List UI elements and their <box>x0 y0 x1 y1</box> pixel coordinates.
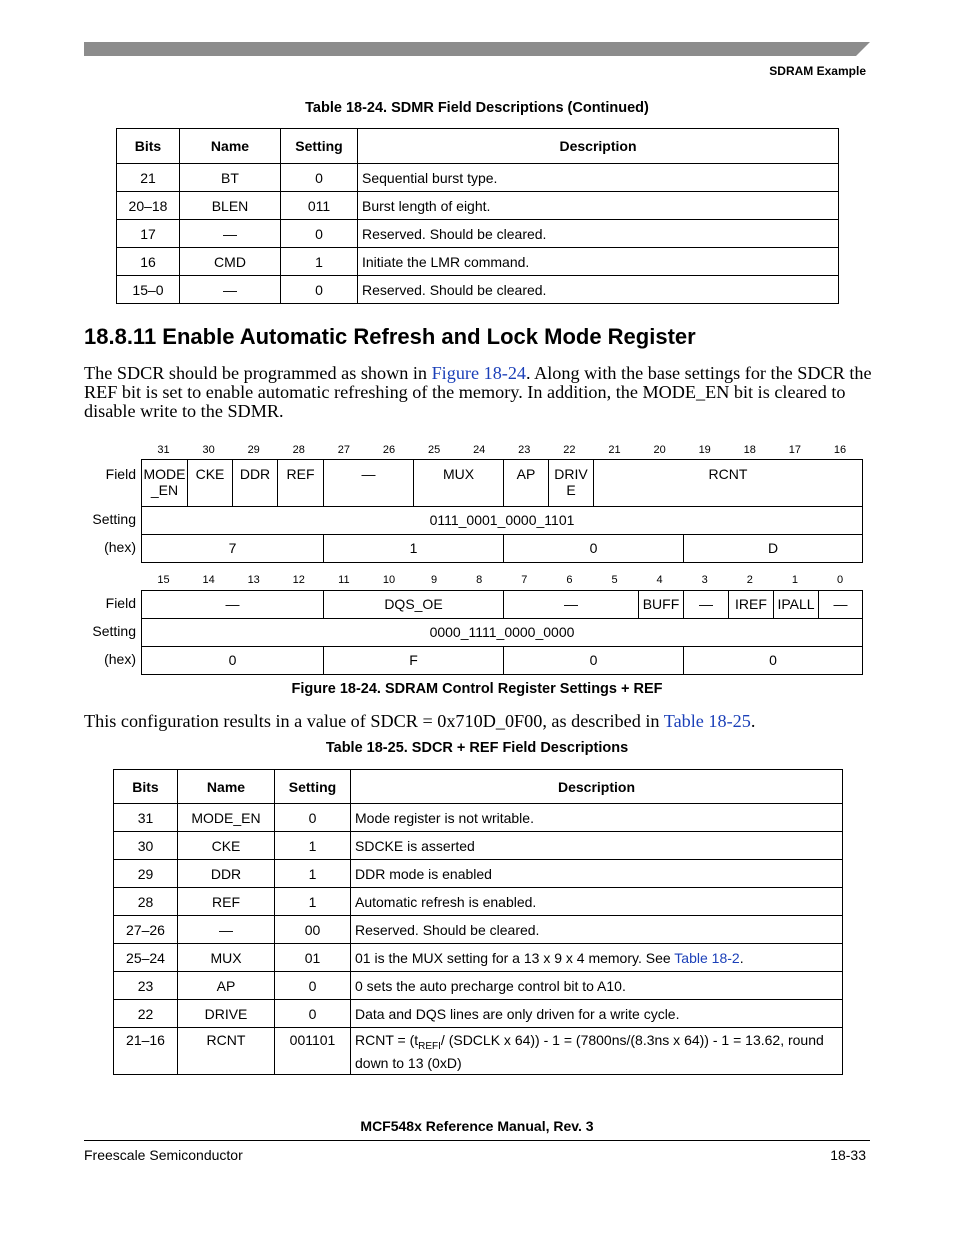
table-row <box>114 1028 843 1075</box>
hex-label: (hex) <box>104 539 136 555</box>
upper-setting: 0111_0001_0000_1101 <box>141 506 863 535</box>
field-text: DRIV <box>554 466 588 482</box>
field-ddr: DDR <box>232 459 278 507</box>
field-rcnt: RCNT <box>593 459 863 507</box>
setting-label: Setting <box>92 623 136 639</box>
lower-hex-1: F <box>323 646 504 675</box>
cell-description: Data and DQS lines are only driven for a write cycle. <box>351 1000 843 1028</box>
cell-setting: 0 <box>281 276 358 304</box>
cell-name: MUX <box>178 944 275 972</box>
cell-bits: 28 <box>114 888 178 916</box>
section-paragraph <box>84 364 874 421</box>
bit-number: 1 <box>791 574 798 586</box>
section-heading: 18.8.11 Enable Automatic Refresh and Lock Mode Register <box>84 324 696 349</box>
cell-bits: 29 <box>114 860 178 888</box>
cell-name: — <box>178 916 275 944</box>
field-label: Field <box>105 466 136 482</box>
col-bits: Bits <box>114 770 178 804</box>
field-text: _EN <box>150 482 179 498</box>
cell-name: BLEN <box>180 192 281 220</box>
sdcr-table <box>113 769 843 1075</box>
field-drive <box>548 459 594 507</box>
cell-name: DRIVE <box>178 1000 275 1028</box>
table-row <box>114 1000 843 1028</box>
cell-bits: 31 <box>114 804 178 832</box>
col-description: Description <box>358 129 839 164</box>
cell-name: MODE_EN <box>178 804 275 832</box>
cell-setting: 01 <box>275 944 351 972</box>
cell-bits: 15–0 <box>117 276 180 304</box>
figure-link[interactable]: Figure 18-24 <box>431 363 527 383</box>
cell-setting: 00 <box>275 916 351 944</box>
cell-description: Reserved. Should be cleared. <box>358 220 839 248</box>
cell-description: Reserved. Should be cleared. <box>351 916 843 944</box>
description-text: . <box>739 949 744 966</box>
bit-number: 13 <box>247 574 260 586</box>
paragraph-text: The SDCR should be programmed as shown in <box>84 363 432 383</box>
cell-name: — <box>180 276 281 304</box>
cell-bits: 16 <box>117 248 180 276</box>
cell-description: Reserved. Should be cleared. <box>358 276 839 304</box>
upper-hex-3: D <box>683 534 863 563</box>
table1-caption: Table 18-24. SDMR Field Descriptions (Continued) <box>305 100 649 116</box>
bit-number: 12 <box>292 574 305 586</box>
field-text: E <box>566 482 576 498</box>
bit-number: 18 <box>743 444 756 456</box>
cell-setting: 1 <box>275 888 351 916</box>
cell-bits: 23 <box>114 972 178 1000</box>
field-iref: IREF <box>728 590 774 619</box>
field-cke: CKE <box>187 459 233 507</box>
table-row <box>117 192 839 220</box>
field-dqs-oe: DQS_OE <box>323 590 504 619</box>
cell-setting: 0 <box>275 972 351 1000</box>
col-name: Name <box>180 129 281 164</box>
description-text: 01 is the MUX setting for a 13 x 9 x 4 memory. See <box>355 949 675 966</box>
cell-name: RCNT <box>178 1028 275 1075</box>
upper-hex-2: 0 <box>503 534 684 563</box>
table2-caption: Table 18-25. SDCR + REF Field Descriptions <box>325 740 629 756</box>
table-row <box>117 220 839 248</box>
cell-bits: 22 <box>114 1000 178 1028</box>
bit-number: 14 <box>202 574 215 586</box>
table-row <box>117 164 839 192</box>
table-row <box>114 860 843 888</box>
cell-setting: 0 <box>275 804 351 832</box>
table-row <box>114 832 843 860</box>
cell-description: Mode register is not writable. <box>351 804 843 832</box>
bit-number: 27 <box>337 444 351 456</box>
subscript: REFI <box>418 1040 441 1052</box>
upper-hex-1: 1 <box>323 534 504 563</box>
cell-setting: 1 <box>275 860 351 888</box>
bit-number: 5 <box>611 574 618 586</box>
bit-number: 6 <box>566 574 573 586</box>
cell-setting: 0 <box>281 220 358 248</box>
table-row <box>117 276 839 304</box>
bit-number: 25 <box>427 444 441 456</box>
header-bar <box>84 42 870 56</box>
cell-description: Initiate the LMR command. <box>358 248 839 276</box>
footer-manual-title: MCF548x Reference Manual, Rev. 3 <box>360 1118 594 1134</box>
description-text: RCNT = (t <box>355 1032 419 1048</box>
footer-company: Freescale Semiconductor <box>84 1147 243 1163</box>
description-text: / (SDCLK x 64)) - 1 = (7800ns/(8.3ns x 64)) - 1 = 13.62, round down to 13 (0xD) <box>355 1032 824 1071</box>
running-header: SDRAM Example <box>769 64 866 78</box>
lower-hex-0: 0 <box>141 646 324 675</box>
field-reserved: — <box>503 590 639 619</box>
bit-number: 10 <box>382 574 396 586</box>
cell-setting: 0 <box>275 1000 351 1028</box>
footer-divider <box>84 1140 870 1141</box>
paragraph-text: This configuration results in a value of SDCR = 0x710D_0F00, as described in <box>84 711 664 731</box>
bit-number: 28 <box>292 444 305 456</box>
field-ap: AP <box>503 459 549 507</box>
table-link[interactable]: Table 18-25 <box>663 711 751 731</box>
cell-setting: 0 <box>281 164 358 192</box>
bit-number: 31 <box>157 444 170 456</box>
cell-description: SDCKE is asserted <box>351 832 843 860</box>
cell-setting: 1 <box>275 832 351 860</box>
bit-number: 29 <box>247 444 260 456</box>
cell-description <box>351 1028 843 1075</box>
config-paragraph <box>84 712 874 731</box>
cell-bits: 21–16 <box>114 1028 178 1075</box>
footer-page-number: 18-33 <box>830 1147 866 1163</box>
cell-description: Burst length of eight. <box>358 192 839 220</box>
lower-hex-2: 0 <box>503 646 684 675</box>
cell-setting: 001101 <box>275 1028 351 1075</box>
bit-number: 24 <box>473 444 486 456</box>
bit-number: 8 <box>476 574 483 586</box>
table-header-row <box>117 129 839 164</box>
cell-name: REF <box>178 888 275 916</box>
field-buff: BUFF <box>638 590 684 619</box>
field-ref: REF <box>277 459 324 507</box>
bit-number: 19 <box>698 444 711 456</box>
cell-description: Sequential burst type. <box>358 164 839 192</box>
field-mode-en <box>141 459 188 507</box>
cell-bits: 17 <box>117 220 180 248</box>
col-setting: Setting <box>275 770 351 804</box>
lower-setting: 0000_1111_0000_0000 <box>141 618 863 647</box>
table-row <box>117 248 839 276</box>
cell-description <box>351 944 843 972</box>
cell-setting: 011 <box>281 192 358 220</box>
cell-bits: 21 <box>117 164 180 192</box>
cell-setting: 1 <box>281 248 358 276</box>
upper-hex-0: 7 <box>141 534 324 563</box>
bit-number: 23 <box>518 444 531 456</box>
cell-bits: 27–26 <box>114 916 178 944</box>
bit-number: 4 <box>656 574 663 586</box>
cell-name: BT <box>180 164 281 192</box>
bit-number: 22 <box>563 444 576 456</box>
hex-label: (hex) <box>104 651 136 667</box>
field-label: Field <box>105 595 136 611</box>
bit-number: 21 <box>608 444 621 456</box>
field-reserved: — <box>323 459 414 507</box>
bit-number: 0 <box>836 574 844 586</box>
bit-number: 30 <box>202 444 215 456</box>
bit-number: 7 <box>521 574 528 586</box>
table-link[interactable]: Table 18-2 <box>674 949 740 966</box>
paragraph-text: . Along with the base settings for the SDCR the REF bit is set to enable automatic refreshing of the memory. In addition, the MODE_EN bit is cleared to disable write to the SDMR. <box>84 363 872 421</box>
setting-label: Setting <box>92 511 136 527</box>
cell-name: CKE <box>178 832 275 860</box>
field-mux: MUX <box>413 459 504 507</box>
cell-name: — <box>180 220 281 248</box>
bit-number: 15 <box>157 574 170 586</box>
cell-bits: 25–24 <box>114 944 178 972</box>
bit-number: 11 <box>338 574 350 586</box>
col-setting: Setting <box>281 129 358 164</box>
cell-description: DDR mode is enabled <box>351 860 843 888</box>
col-name: Name <box>178 770 275 804</box>
sdmr-table <box>116 128 839 304</box>
cell-description: 0 sets the auto precharge control bit to A10. <box>351 972 843 1000</box>
table-header-row <box>114 770 843 804</box>
col-bits: Bits <box>117 129 180 164</box>
bit-number: 20 <box>653 444 666 456</box>
table-row <box>114 804 843 832</box>
figure-caption: Figure 18-24. SDRAM Control Register Settings + REF <box>291 681 663 697</box>
bit-number: 17 <box>788 444 802 456</box>
table-row <box>114 888 843 916</box>
col-description: Description <box>351 770 843 804</box>
bit-number: 26 <box>382 444 396 456</box>
bit-number: 9 <box>431 574 438 586</box>
paragraph-text: . <box>750 711 756 731</box>
cell-name: CMD <box>180 248 281 276</box>
bit-number: 3 <box>701 574 708 586</box>
bit-number: 2 <box>746 574 753 586</box>
cell-name: DDR <box>178 860 275 888</box>
cell-bits: 20–18 <box>117 192 180 220</box>
table-row <box>114 916 843 944</box>
field-reserved: — <box>818 590 863 619</box>
field-text: MODE <box>143 466 186 482</box>
cell-name: AP <box>178 972 275 1000</box>
field-reserved: — <box>141 590 324 619</box>
cell-bits: 30 <box>114 832 178 860</box>
field-ipall: IPALL <box>773 590 819 619</box>
cell-description: Automatic refresh is enabled. <box>351 888 843 916</box>
table-row <box>114 944 843 972</box>
bit-number: 16 <box>833 444 847 456</box>
field-reserved: — <box>683 590 729 619</box>
table-row <box>114 972 843 1000</box>
lower-hex-3: 0 <box>683 646 863 675</box>
